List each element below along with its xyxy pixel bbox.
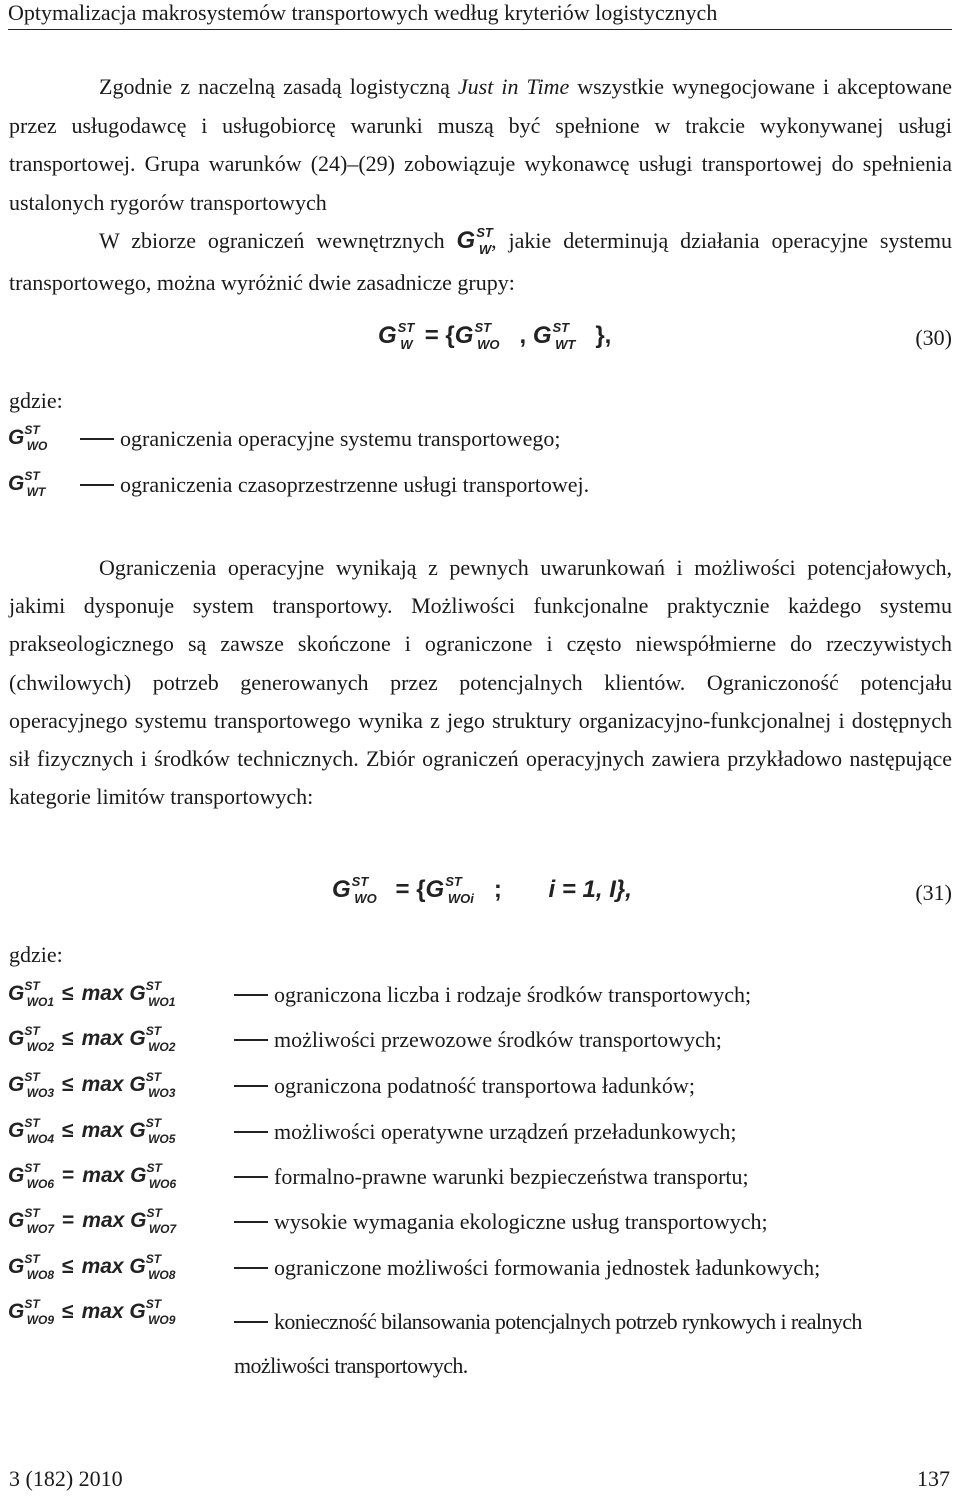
limit-formula: $G^{ST}_{WO9} \le \max G^{ST}_{WO9}$ — [8, 1297, 176, 1327]
limit-text: ograniczona podatność transportowa ładunków; — [274, 1073, 695, 1098]
limit-row — [8, 1116, 952, 1159]
limit-text: możliwości operatywne urządzeń przeładunkowych; — [274, 1119, 737, 1144]
symbol-g-w-st: $G^{ST}_W$ — [456, 225, 493, 257]
dash — [80, 484, 114, 486]
definition-text: ograniczenia czasoprzestrzenne usługi transportowej. — [120, 472, 590, 497]
dash — [234, 1321, 268, 1323]
paragraph-3 — [9, 549, 952, 816]
equation-30: $G^{ST}_W = \{G^{ST}_{WO}$ , $G^{ST}_{WT}$ }, — [378, 320, 612, 352]
limit-row — [8, 1297, 952, 1380]
limit-text: formalno-prawne warunki bezpieczeństwa transportu; — [274, 1164, 749, 1189]
limit-formula: $G^{ST}_{WO1} \le \max G^{ST}_{WO1}$ — [8, 979, 176, 1009]
limit-row — [8, 1070, 952, 1113]
symbol-g-wt: $G^{ST}_{WT}$ — [8, 469, 46, 499]
limit-text: konieczność bilansowania potencjalnych potrzeb rynkowych i realnych możliwości transportowych. — [234, 1309, 862, 1378]
limit-row — [8, 1206, 952, 1249]
limit-formula: $G^{ST}_{WO3} \le \max G^{ST}_{WO3}$ — [8, 1070, 176, 1100]
limit-row — [8, 1161, 952, 1204]
limit-text: możliwości przewozowe środków transportowych; — [274, 1027, 722, 1052]
footer-issue: 3 (182) 2010 — [9, 1466, 123, 1491]
dash — [234, 1267, 268, 1269]
p2-text-b: , jakie determinują działania operacyjne systemu transportowego, można wyróżnić dwie zasadnicze grupy: — [9, 228, 953, 295]
limit-formula: $G^{ST}_{WO6} = \max G^{ST}_{WO6}$ — [8, 1161, 177, 1191]
where-label-1: gdzie: — [9, 388, 63, 413]
limit-row — [8, 1024, 952, 1067]
dash — [234, 1085, 268, 1087]
definition-row — [8, 469, 952, 512]
limit-text: ograniczone możliwości formowania jednostek ładunkowych; — [274, 1255, 821, 1280]
running-header: Optymalizacja makrosystemów transportowych według kryteriów logistycznych — [8, 0, 952, 30]
equation-31-number: (31) — [915, 880, 952, 905]
equation-30-number: (30) — [915, 325, 952, 350]
limit-formula: $G^{ST}_{WO4} \le \max G^{ST}_{WO5}$ — [8, 1116, 176, 1146]
dash — [80, 438, 114, 440]
limit-formula: $G^{ST}_{WO7} = \max G^{ST}_{WO7}$ — [8, 1206, 177, 1236]
p1-text-b: wszystkie wynegocjowane i akceptowane przez usługodawcę i usługobiorcę warunki muszą być spełnione w trakcie wykonywanej usługi transportowej. Grupa warunków (24)–(29) zobowiązuje wykonawcę usługi transportowej do spełnienia ustalonych rygorów transportowych — [9, 74, 952, 215]
p1-italic: Just in Time — [457, 74, 570, 99]
definition-text: ograniczenia operacyjne systemu transportowego; — [120, 426, 561, 451]
equation-31: $G^{ST}_{WO} = \{G^{ST}_{WOi}$ ; i = 1, I}, — [332, 874, 632, 906]
footer-page-number: 137 — [917, 1466, 950, 1491]
paragraph-1 — [9, 68, 952, 222]
dash — [234, 1039, 268, 1041]
limit-text: ograniczona liczba i rodzaje środków transportowych; — [274, 982, 752, 1007]
p1-text-a: Zgodnie z naczelną zasadą logistyczną — [99, 74, 458, 99]
paragraph-2 — [9, 222, 952, 302]
definition-row — [8, 423, 952, 466]
limit-formula: $G^{ST}_{WO8} \le \max G^{ST}_{WO8}$ — [8, 1252, 176, 1282]
p3-text: Ograniczenia operacyjne wynikają z pewnych uwarunkowań i możliwości potencjałowych, jakimi dysponuje system transportowy. Możliwości funkcjonalne praktycznie każdego systemu prakseologicznego są zawsze skończone i ograniczone i często niewspółmierne do rzeczywistych (chwilowych) potrzeb generowanych przez potencjalnych klientów. Ograniczoność potencjału operacyjnego systemu transportowego wynika z jego struktury organizacyjno-funkcjonalnej i dostępnych sił fizycznych i środków technicznych. Zbiór ograniczeń operacyjnych zawiera przykładowo następujące kategorie limitów transportowych: — [9, 555, 952, 810]
limit-row — [8, 1252, 952, 1295]
dash — [234, 1176, 268, 1178]
limit-row — [8, 979, 952, 1022]
limit-text: wysokie wymagania ekologiczne usług transportowych; — [274, 1209, 768, 1234]
symbol-g-wo: $G^{ST}_{WO}$ — [8, 423, 48, 453]
limit-formula: $G^{ST}_{WO2} \le \max G^{ST}_{WO2}$ — [8, 1024, 176, 1054]
dash — [234, 1221, 268, 1223]
dash — [234, 994, 268, 996]
dash — [234, 1131, 268, 1133]
p2-text-a: W zbiorze ograniczeń wewnętrznych — [99, 228, 445, 253]
where-label-2: gdzie: — [9, 942, 63, 967]
